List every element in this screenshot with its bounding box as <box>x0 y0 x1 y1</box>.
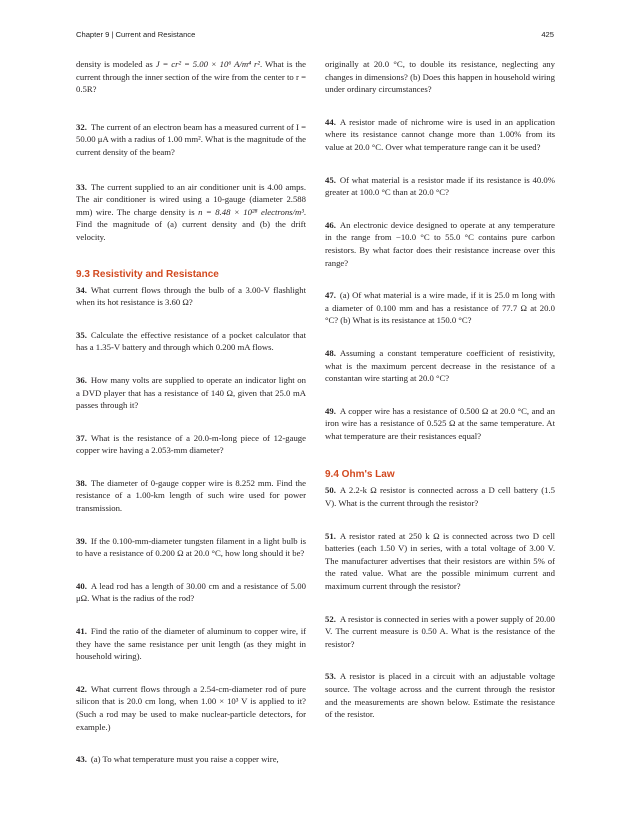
problem-45 <box>325 174 555 199</box>
problem-number: 36. <box>76 374 87 385</box>
problem-33 <box>76 181 306 244</box>
problem-number: 33. <box>76 181 87 192</box>
problem-number: 51. <box>325 530 336 541</box>
problem-34 <box>76 284 306 309</box>
current-density-formula: J = cr² = 5.00 × 10⁶ A/m⁴ r² <box>155 59 261 69</box>
problem-text: (a) Of what material is a wire made, if it is 25.0 m long with a diameter of 0.100 mm and has a resistance of 77.7 Ω at 20.0 °C? (b) What is its resistance at 150.0 °C? <box>325 290 555 326</box>
left-column <box>76 58 306 766</box>
section-title: 9.3 Resistivity and Resistance <box>76 268 219 280</box>
problem-44 <box>325 116 555 154</box>
problem-text: A resistor is connected in series with a power supply of 20.00 V. The current measure is 0.50 A. What is the resistance of the resistor? <box>325 613 555 649</box>
problem-number: 35. <box>76 329 87 340</box>
problem-text: If the 0.100-mm-diameter tungsten filament in a light bulb is to have a resistance of 0.200 Ω at 20.0 °C, how long should it be? <box>76 535 306 559</box>
problem-46 <box>325 219 555 269</box>
problem-text-after: . Find the magnitude of (a) current density and (b) the drift velocity. <box>76 206 307 242</box>
problem-35 <box>76 329 306 354</box>
problem-number: 49. <box>325 405 336 416</box>
problem-number: 45. <box>325 174 336 185</box>
problem-41 <box>76 625 306 663</box>
problem-number: 38. <box>76 477 87 488</box>
problem-text: The diameter of 0-gauge copper wire is 8.252 mm. Find the resistance of a 1.00-km length of such wire used for power transmission. <box>76 477 306 514</box>
problem-51 <box>325 530 555 593</box>
problem-text: How many volts are supplied to operate an indicator light on a DVD player that has a resistance of 140 Ω, given that 25.0 mA passes through it? <box>76 374 306 411</box>
problem-number: 43. <box>76 754 87 765</box>
problem-number: 41. <box>76 626 87 637</box>
problem-text: Find the ratio of the diameter of aluminum to copper wire, if they have the same resistance per unit length (as they might in household wiring). <box>76 626 306 662</box>
problem-36 <box>76 374 306 412</box>
problem-text: Calculate the effective resistance of a pocket calculator that has a 1.35-V battery and through which 0.200 mA flows. <box>76 329 306 353</box>
chapter-title: Chapter 9 | Current and Resistance <box>76 30 196 39</box>
problem-37 <box>76 432 306 457</box>
page-header <box>76 30 554 42</box>
section-title: 9.4 Ohm's Law <box>325 469 395 481</box>
problem-49 <box>325 405 555 443</box>
problem-text: The current of an electron beam has a measured current of I = 50.00 μA with a radius of 1.00 mm². What is the magnitude of the current density of the beam? <box>76 121 306 157</box>
charge-density-formula: n = 8.48 × 10²⁸ electrons/m³ <box>198 206 304 217</box>
problem-number: 40. <box>76 580 87 591</box>
problem-text: What current flows through the bulb of a 3.00-V flashlight when its hot resistance is 3.60 Ω? <box>76 284 306 308</box>
problem-50 <box>325 484 555 509</box>
problem-text: What is the resistance of a 20.0-m-long piece of 12-gauge copper wire having a 2.053-mm diameter? <box>76 432 306 456</box>
problem-number: 42. <box>76 683 87 694</box>
problem-number: 47. <box>325 290 336 301</box>
right-column <box>325 58 555 721</box>
problem-text: A resistor made of nichrome wire is used in an application where its resistance cannot change more than 1.00% from its value at 20.0 °C. Over what temperature range can it be used? <box>325 116 555 152</box>
problem-text: A 2.2-k Ω resistor is connected across a D cell battery (1.5 V). What is the current through the resistor? <box>325 485 555 509</box>
problem-number: 39. <box>76 535 87 546</box>
problem-52 <box>325 613 555 651</box>
problem-text: A resistor is placed in a circuit with an adjustable voltage source. The voltage across and the current through the resistor and the measurements are shown below. Estimate the resistance of the resistor. <box>325 671 555 720</box>
problem-text: A lead rod has a length of 30.00 cm and a resistance of 5.00 μΩ. What is the radius of the rod? <box>76 580 306 604</box>
problem-39 <box>76 535 306 560</box>
problem-number: 52. <box>325 613 336 624</box>
problem-number: 48. <box>325 347 336 358</box>
problem-32 <box>76 121 306 159</box>
problem-number: 50. <box>325 485 336 496</box>
problem-43 <box>76 753 306 766</box>
problem-text: A copper wire has a resistance of 0.500 Ω at 20.0 °C, and an iron wire has a resistance of 0.525 Ω at the same temperature. At what temperature are their resistances equal? <box>325 405 555 441</box>
problem-number: 32. <box>76 121 87 132</box>
page-number: 425 <box>541 30 554 39</box>
continuation-paragraph <box>76 58 306 96</box>
problem-53 <box>325 670 555 720</box>
problem-number: 34. <box>76 284 87 295</box>
problem-text: Assuming a constant temperature coefficient of resistivity, what is the maximum percent decrease in the resistance of a constantan wire starting at 20.0 °C? <box>325 347 555 384</box>
problem-number: 46. <box>325 219 336 230</box>
problem-text: The current supplied to an air conditioner unit is 4.00 amps. The air conditioner is wired using a 10-gauge (diameter 2.588 mm) wire. The charge density is <box>76 181 306 217</box>
problem-text: An electronic device designed to operate at any temperature in the range from −10.0 °C to 55.0 °C contains pure carbon resistors. By what factor does their resistance increase over this range? <box>325 219 555 268</box>
continuation-paragraph: originally at 20.0 °C, to double its resistance, neglecting any changes in dimensions? (b) Does this happen in household wiring under ordinary circumstances? <box>325 59 555 95</box>
problem-text: What current flows through a 2.54-cm-diameter rod of pure silicon that is 20.0 cm long, when 1.00 × 10³ V is applied to it? (Such a rod may be used to make nuclear-particle detectors, for example.) <box>76 683 306 732</box>
continuation-text-after: . What is the current through the inner section of the wire from the center to r = 0.5R? <box>76 59 306 95</box>
problem-text: (a) To what temperature must you raise a copper wire, <box>90 754 279 765</box>
problem-48 <box>325 347 555 385</box>
problem-40 <box>76 580 306 605</box>
problem-text: Of what material is a resistor made if its resistance is 40.0% greater at 100.0 °C than at 20.0 °C? <box>325 174 555 198</box>
problem-38 <box>76 477 306 515</box>
problem-42 <box>76 683 306 733</box>
problem-number: 44. <box>325 116 336 127</box>
problem-number: 53. <box>325 671 336 682</box>
problem-47 <box>325 289 555 327</box>
continuation-text: density is modeled as <box>76 59 153 69</box>
problem-number: 37. <box>76 432 87 443</box>
problem-text: A resistor rated at 250 k Ω is connected across two D cell batteries (each 1.50 V) in series, with a total voltage of 3.00 V. The manufacturer advertises that their resistors are within 5% of the rated value. What are the possible minimum current and maximum current through the resistor? <box>325 530 555 592</box>
